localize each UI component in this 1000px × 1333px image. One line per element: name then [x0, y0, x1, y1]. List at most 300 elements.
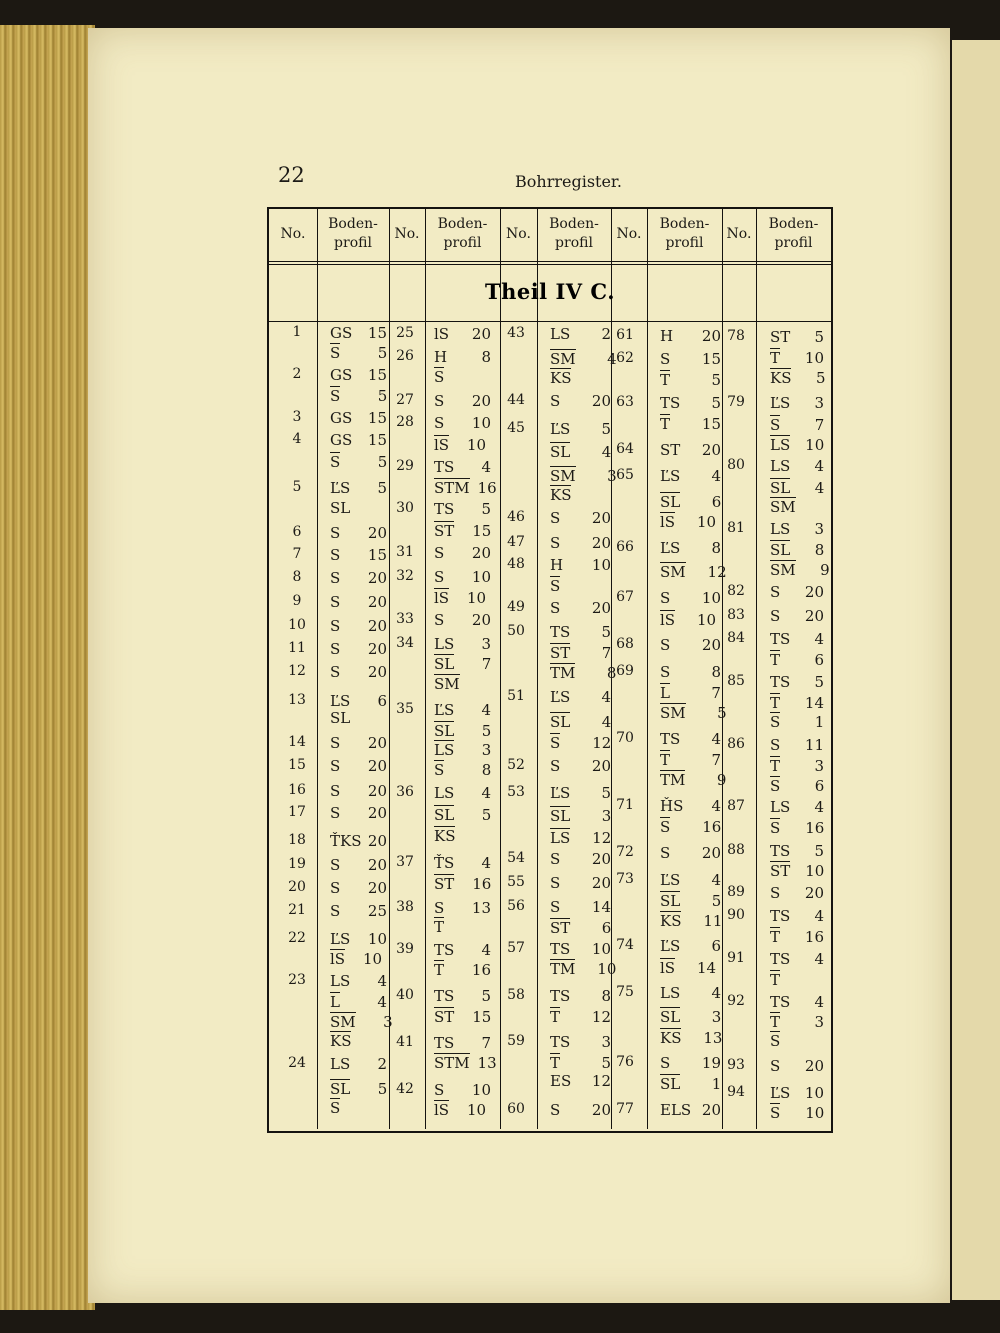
depth-value: 10 — [466, 1101, 487, 1119]
profile-entry — [434, 784, 491, 802]
soil-symbol: T — [434, 961, 445, 979]
depth-value: 4 — [814, 630, 824, 648]
soil-symbol: KS — [550, 369, 572, 387]
soil-symbol: T — [660, 371, 671, 389]
depth-value: 8 — [481, 761, 492, 779]
soil-symbol: TS — [770, 907, 791, 925]
depth-value: 13 — [477, 1054, 497, 1072]
profile-entry — [770, 776, 824, 795]
soil-symbol: SM — [770, 561, 796, 579]
entry-number: 3 — [292, 409, 302, 425]
soil-symbol: S — [330, 734, 341, 752]
profile-entry — [550, 987, 611, 1005]
depth-value: 8 — [711, 663, 721, 681]
profile-entry — [550, 828, 611, 847]
column-divider — [647, 209, 648, 1129]
profile-entry — [330, 546, 387, 564]
soil-symbol: LS — [550, 325, 571, 343]
depth-value: 4 — [377, 993, 387, 1011]
profile-entry — [770, 348, 824, 367]
soil-symbol: ELS — [660, 1101, 692, 1119]
soil-symbol: S — [550, 1101, 561, 1119]
entry-number: 50 — [507, 623, 525, 639]
profile-entry — [434, 760, 491, 779]
soil-symbol: STM — [434, 479, 470, 497]
profile-entry — [660, 1074, 721, 1093]
entry-number: 44 — [507, 392, 525, 408]
profile-entry — [550, 623, 611, 641]
soil-symbol: S — [330, 524, 341, 542]
soil-symbol: SL — [770, 541, 791, 559]
profile-entry — [434, 854, 491, 872]
profile-entry — [770, 394, 824, 412]
profile-entry — [770, 520, 824, 538]
depth-value: 1 — [711, 1075, 722, 1093]
entry-number: 17 — [288, 804, 306, 820]
profile-entry — [660, 683, 721, 702]
soil-symbol: KS — [770, 369, 792, 387]
entry-number: 80 — [727, 457, 745, 473]
depth-value: 20 — [591, 757, 611, 775]
profile-entry — [550, 712, 611, 731]
depth-value: 10 — [367, 930, 387, 948]
depth-value: 4 — [814, 457, 824, 475]
entry-number: 75 — [616, 984, 634, 1000]
entry-number: 34 — [396, 635, 414, 651]
depth-value: 20 — [471, 325, 491, 343]
soil-symbol: SM — [550, 350, 576, 368]
entry-number: 73 — [616, 871, 634, 887]
depth-value: 20 — [367, 782, 387, 800]
entry-number: 61 — [616, 327, 634, 343]
entry-number: 18 — [288, 832, 306, 848]
entry-number: 63 — [616, 394, 634, 410]
entry-number: 36 — [396, 784, 414, 800]
profile-entry — [770, 607, 824, 625]
depth-value: 7 — [481, 1034, 491, 1052]
profile-entry — [434, 1100, 486, 1119]
soil-symbol: ĽS — [330, 692, 351, 710]
profile-entry — [330, 343, 387, 362]
entry-number: 58 — [507, 987, 525, 1003]
profile-entry — [770, 415, 824, 434]
soil-symbol: T — [770, 757, 781, 775]
entry-number: 16 — [288, 782, 306, 798]
entry-number: 1 — [292, 324, 302, 340]
entry-number: 51 — [507, 688, 525, 704]
soil-symbol: SL — [550, 443, 571, 461]
depth-value: 4 — [481, 941, 491, 959]
soil-symbol: S — [770, 777, 781, 795]
column-divider — [425, 209, 426, 1129]
entry-number: 69 — [616, 663, 634, 679]
soil-symbol: SM — [660, 563, 686, 581]
soil-symbol: T — [770, 651, 781, 669]
profile-entry — [434, 568, 491, 586]
profile-entry — [660, 467, 721, 485]
profile-entry — [330, 499, 387, 517]
profile-entry — [434, 721, 491, 740]
depth-value: 16 — [472, 875, 492, 893]
depth-value: 20 — [804, 884, 824, 902]
entry-number: 56 — [507, 898, 525, 914]
profile-entry — [660, 871, 721, 889]
profile-entry — [330, 452, 387, 471]
page-number: 22 — [278, 163, 305, 187]
entry-number: 93 — [727, 1057, 745, 1073]
soil-symbol: T — [770, 928, 781, 946]
depth-value: 4 — [814, 993, 824, 1011]
depth-value: 3 — [383, 1013, 393, 1031]
soil-symbol: S — [770, 713, 781, 731]
depth-value: 10 — [591, 940, 611, 958]
profile-entry — [770, 861, 824, 880]
profile-entry — [660, 350, 721, 368]
profile-entry — [434, 987, 491, 1005]
soil-symbol: S — [434, 1081, 445, 1099]
soil-symbol: T — [550, 1054, 561, 1072]
depth-value: 20 — [591, 850, 611, 868]
profile-entry — [660, 492, 721, 511]
depth-value: 20 — [591, 392, 611, 410]
entry-number: 20 — [288, 879, 306, 895]
depth-value: 20 — [804, 583, 824, 601]
depth-value: 20 — [804, 1057, 824, 1075]
profile-entry — [550, 688, 611, 706]
depth-value: 10 — [696, 611, 717, 629]
profile-entry — [434, 899, 491, 917]
depth-value: 15 — [367, 366, 387, 384]
soil-symbol: T — [434, 918, 445, 936]
depth-value: 2 — [601, 325, 611, 343]
depth-value: 3 — [814, 520, 824, 538]
soil-symbol: SL — [434, 806, 455, 824]
entry-number: 25 — [396, 325, 414, 341]
profile-entry — [550, 420, 611, 438]
depth-value: 4 — [607, 350, 617, 368]
depth-value: 5 — [814, 842, 824, 860]
depth-value: 20 — [591, 534, 611, 552]
header-profile-4: Boden- profil — [659, 216, 710, 251]
profile-entry — [550, 1053, 611, 1072]
profile-entry — [434, 805, 491, 824]
depth-value: 4 — [481, 458, 491, 476]
soil-symbol: T — [660, 415, 671, 433]
profile-entry — [434, 500, 491, 518]
profile-entry — [330, 930, 387, 948]
depth-value: 5 — [711, 394, 721, 412]
soil-symbol: LS — [770, 457, 791, 475]
depth-value: 15 — [367, 546, 387, 564]
soil-symbol: S — [660, 844, 671, 862]
profile-entry — [550, 534, 611, 552]
profile-entry — [660, 797, 721, 815]
entry-number: 42 — [396, 1081, 414, 1097]
soil-symbol: S — [550, 599, 561, 617]
soil-symbol: LS — [434, 784, 455, 802]
depth-value: 8 — [481, 348, 491, 366]
profile-entry — [770, 756, 824, 775]
soil-symbol: H — [660, 327, 674, 345]
entry-number: 62 — [616, 350, 634, 366]
profile-entry — [770, 673, 824, 691]
depth-value: 4 — [481, 854, 491, 872]
entry-number: 91 — [727, 950, 745, 966]
profile-entry — [770, 818, 824, 837]
depth-value: 3 — [601, 807, 612, 825]
entry-number: 74 — [616, 937, 634, 953]
soil-symbol: LS — [330, 972, 351, 990]
soil-symbol: S — [434, 568, 445, 586]
profile-entry — [434, 1034, 491, 1052]
soil-symbol: ST — [434, 522, 455, 540]
profile-entry — [770, 560, 830, 579]
entry-number: 64 — [616, 441, 634, 457]
soil-symbol: LS — [770, 520, 791, 538]
soil-symbol: S — [550, 734, 561, 752]
profile-entry — [550, 485, 612, 504]
soil-symbol: S — [330, 593, 341, 611]
depth-value: 10 — [471, 568, 491, 586]
depth-value: 20 — [591, 874, 611, 892]
entry-number: 68 — [616, 636, 634, 652]
depth-value: 3 — [814, 394, 824, 412]
profile-entry — [330, 593, 387, 611]
soil-symbol: KS — [550, 486, 572, 504]
soil-symbol: ĽS — [330, 930, 351, 948]
depth-value: 5 — [377, 387, 388, 405]
depth-value: 20 — [367, 663, 387, 681]
soil-symbol: H — [550, 556, 564, 574]
profile-entry — [330, 902, 387, 920]
profile-entry — [434, 588, 486, 607]
profile-entry — [330, 663, 387, 681]
depth-value: 4 — [711, 467, 721, 485]
depth-value: 6 — [711, 937, 721, 955]
soil-symbol: LS — [770, 798, 791, 816]
depth-value: 6 — [814, 777, 825, 795]
header-no-4: No. — [616, 225, 642, 242]
soil-symbol: S — [330, 1099, 341, 1117]
depth-value: 19 — [701, 1054, 721, 1072]
header-no-5: No. — [726, 225, 752, 242]
entry-number: 15 — [288, 757, 306, 773]
depth-value: 20 — [367, 879, 387, 897]
profile-entry — [550, 599, 611, 617]
entry-number: 76 — [616, 1054, 634, 1070]
header-profile-2: Boden- profil — [437, 216, 488, 251]
soil-symbol: ŤS — [434, 854, 455, 872]
soil-symbol: ĽS — [770, 1084, 791, 1102]
profile-entry — [660, 730, 721, 748]
entry-number: 33 — [396, 611, 414, 627]
soil-symbol: S — [330, 782, 341, 800]
depth-value: 4 — [711, 730, 721, 748]
entry-number: 65 — [616, 467, 634, 483]
profile-entry — [330, 949, 382, 968]
soil-symbol: GS — [330, 366, 353, 384]
soil-symbol: S — [770, 736, 781, 754]
profile-entry — [330, 1031, 388, 1050]
depth-value: 10 — [466, 589, 487, 607]
depth-value: 9 — [716, 771, 727, 789]
soil-symbol: TS — [550, 1033, 571, 1051]
profile-entry — [660, 911, 722, 930]
depth-value: 20 — [367, 856, 387, 874]
soil-symbol: ST — [770, 328, 791, 346]
soil-symbol: ĽS — [330, 479, 351, 497]
profile-entry — [550, 850, 611, 868]
depth-value: 4 — [601, 688, 611, 706]
depth-value: 13 — [471, 899, 491, 917]
profile-entry — [330, 992, 387, 1011]
soil-symbol: S — [770, 607, 781, 625]
depth-value: 10 — [471, 1081, 491, 1099]
depth-value: 14 — [696, 959, 717, 977]
soil-symbol: ĽS — [660, 467, 681, 485]
soil-symbol: S — [330, 856, 341, 874]
soil-symbol: SL — [660, 493, 681, 511]
soil-symbol: S — [434, 761, 445, 779]
soil-symbol: GS — [330, 324, 353, 342]
entry-number: 5 — [292, 479, 302, 495]
soil-symbol: TS — [434, 458, 455, 476]
entry-number: 72 — [616, 844, 634, 860]
column-divider — [537, 209, 538, 1129]
depth-value: 5 — [377, 1080, 388, 1098]
profile-entry — [330, 431, 387, 449]
profile-entry — [434, 325, 491, 343]
depth-value: 20 — [701, 1101, 721, 1119]
profile-entry — [550, 368, 612, 387]
depth-value: 11 — [804, 736, 824, 754]
depth-value: 20 — [591, 1101, 611, 1119]
entry-number: 66 — [616, 539, 634, 555]
profile-entry — [550, 663, 616, 682]
depth-value: 5 — [601, 1054, 612, 1072]
depth-value: 10 — [591, 556, 611, 574]
depth-value: 10 — [805, 436, 825, 454]
profile-entry — [550, 442, 611, 461]
soil-symbol: ĽS — [434, 701, 455, 719]
entry-number: 12 — [288, 663, 306, 679]
entry-number: 67 — [616, 589, 634, 605]
entry-number: 29 — [396, 458, 414, 474]
entry-number: 6 — [292, 524, 302, 540]
profile-entry — [330, 366, 387, 384]
soil-symbol: S — [330, 804, 341, 822]
soil-symbol: S — [770, 1104, 781, 1122]
depth-value: 9 — [820, 561, 830, 579]
soil-symbol: KS — [660, 1029, 682, 1047]
profile-entry — [330, 692, 387, 710]
profile-entry — [330, 757, 387, 775]
profile-entry — [550, 959, 616, 978]
depth-value: 20 — [367, 617, 387, 635]
soil-symbol: LS — [434, 635, 455, 653]
profile-entry — [660, 984, 721, 1002]
soil-symbol: ĽS — [660, 539, 681, 557]
depth-value: 15 — [367, 409, 387, 427]
soil-symbol: S — [434, 611, 445, 629]
entry-number: 8 — [292, 569, 302, 585]
profile-entry — [770, 1084, 824, 1102]
soil-symbol: SL — [330, 709, 351, 727]
soil-symbol: ST — [550, 644, 571, 662]
profile-entry — [330, 782, 387, 800]
profile-entry — [660, 958, 716, 977]
soil-symbol: lS — [434, 436, 450, 454]
entry-number: 78 — [727, 328, 745, 344]
profile-entry — [550, 806, 611, 825]
entry-number: 27 — [396, 392, 414, 408]
entry-number: 37 — [396, 854, 414, 870]
entry-number: 11 — [288, 640, 306, 656]
profile-entry — [770, 736, 824, 754]
depth-value: 16 — [471, 961, 492, 979]
soil-symbol: ST — [770, 862, 791, 880]
entry-number: 54 — [507, 850, 525, 866]
profile-entry — [330, 324, 387, 342]
entry-number: 32 — [396, 568, 414, 584]
depth-value: 10 — [466, 436, 487, 454]
depth-value: 12 — [592, 734, 612, 752]
soil-symbol: KS — [434, 827, 456, 845]
soil-symbol: S — [434, 368, 445, 386]
depth-value: 20 — [701, 636, 721, 654]
depth-value: 6 — [814, 651, 825, 669]
soil-symbol: lS — [330, 950, 346, 968]
depth-value: 20 — [471, 611, 491, 629]
soil-symbol: S — [550, 577, 561, 595]
soil-symbol: lS — [660, 959, 676, 977]
profile-entry — [434, 478, 497, 497]
entry-number: 85 — [727, 673, 745, 689]
depth-value: 5 — [814, 673, 824, 691]
depth-value: 5 — [481, 500, 491, 518]
depth-value: 5 — [377, 479, 387, 497]
depth-value: 6 — [377, 692, 387, 710]
header-no-2: No. — [394, 225, 420, 242]
soil-symbol: TS — [660, 730, 681, 748]
soil-symbol: TM — [660, 771, 686, 789]
profile-entry — [330, 569, 387, 587]
soil-symbol: T — [770, 1013, 781, 1031]
profile-entry — [660, 663, 721, 681]
depth-value: 5 — [377, 344, 388, 362]
profile-entry — [550, 576, 611, 595]
soil-symbol: SL — [434, 655, 455, 673]
profile-entry — [330, 804, 387, 822]
depth-value: 16 — [477, 479, 497, 497]
depth-value: 11 — [703, 912, 723, 930]
profile-entry — [434, 941, 491, 959]
depth-value: 5 — [481, 722, 492, 740]
profile-entry — [330, 640, 387, 658]
depth-value: 8 — [711, 539, 721, 557]
soil-symbol: SL — [550, 713, 571, 731]
soil-symbol: ST — [550, 919, 571, 937]
profile-entry — [434, 521, 491, 540]
depth-value: 15 — [472, 522, 492, 540]
profile-entry — [550, 509, 611, 527]
soil-symbol: S — [330, 617, 341, 635]
profile-entry — [550, 1101, 611, 1119]
soil-symbol: S — [434, 544, 445, 562]
profile-entry — [660, 937, 721, 955]
soil-symbol: S — [550, 509, 561, 527]
header-profile-5: Boden- profil — [768, 216, 819, 251]
